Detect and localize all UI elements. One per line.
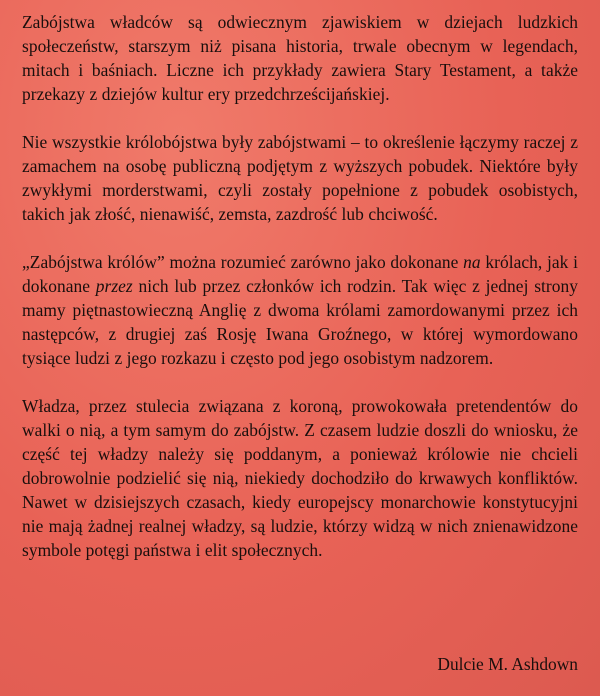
paragraph-gap xyxy=(22,226,578,250)
paragraph-gap xyxy=(22,370,578,394)
paragraph-gap xyxy=(22,106,578,130)
paragraph-1-text: Zabójstwa władców są odwiecznym zjawiskiem w dziejach ludzkich społeczeństw, starszym niż pisana historia, trwale obecnym w legendach, mitach i baśniach. Liczne ich przykłady zawiera Stary Testament, a także przekazy z dziejów kultur ery przedchrześcijańskiej. xyxy=(22,12,578,104)
paragraph-3 xyxy=(22,250,578,370)
paragraph-3-text-c: nich lub przez członków ich rodzin. Tak więc z jednej strony mamy piętnastowieczną Anglię z dwoma królami zamordowanymi przez ich następców, z drugiej zaś Rosję Iwana Groźnego, w której wymordowano tysiące ludzi z jego rozkazu i często pod jego osobistym nadzorem. xyxy=(22,276,578,368)
paragraph-2 xyxy=(22,130,578,226)
paragraph-3-text-b: królach, jak i dokonane xyxy=(22,252,579,296)
paragraph-4-text: Władza, przez stulecia związana z koroną, prowokowała pretendentów do walki o nią, a tym samym do zabójstw. Z czasem ludzie doszli do wniosku, że część tej władzy należy się poddanym, a ponieważ królowie nie chcieli dobrowolnie podzielić się nią, niekiedy dochodziło do krwawych konfliktów. Nawet w dzisiejszych czasach, kiedy europejscy monarchowie konstytucyjni nie mają żadnej realnej władzy, są ludzie, którzy widzą w nich znienawidzone symbole potęgi państwa i elit społecznych. xyxy=(22,396,578,560)
paragraph-1 xyxy=(22,10,578,106)
italic-word-przez: przez xyxy=(95,276,133,296)
author-signature: Dulcie M. Ashdown xyxy=(437,654,578,674)
italic-word-na: na xyxy=(463,252,481,272)
paragraph-3-text-a: „Zabójstwa królów” można rozumieć zarówno jako dokonane xyxy=(22,252,464,272)
paragraph-2-text: Nie wszystkie królobójstwa były zabójstwami – to określenie łączymy raczej z zamachem na osobę publiczną podjętym z wyższych pobudek. Niektóre były zwykłymi morderstwami, czyli zostały popełnione z pobudek osobistych, takich jak złość, nienawiść, zemsta, zazdrość lub chciwość. xyxy=(22,132,578,224)
paragraph-4 xyxy=(22,394,578,562)
